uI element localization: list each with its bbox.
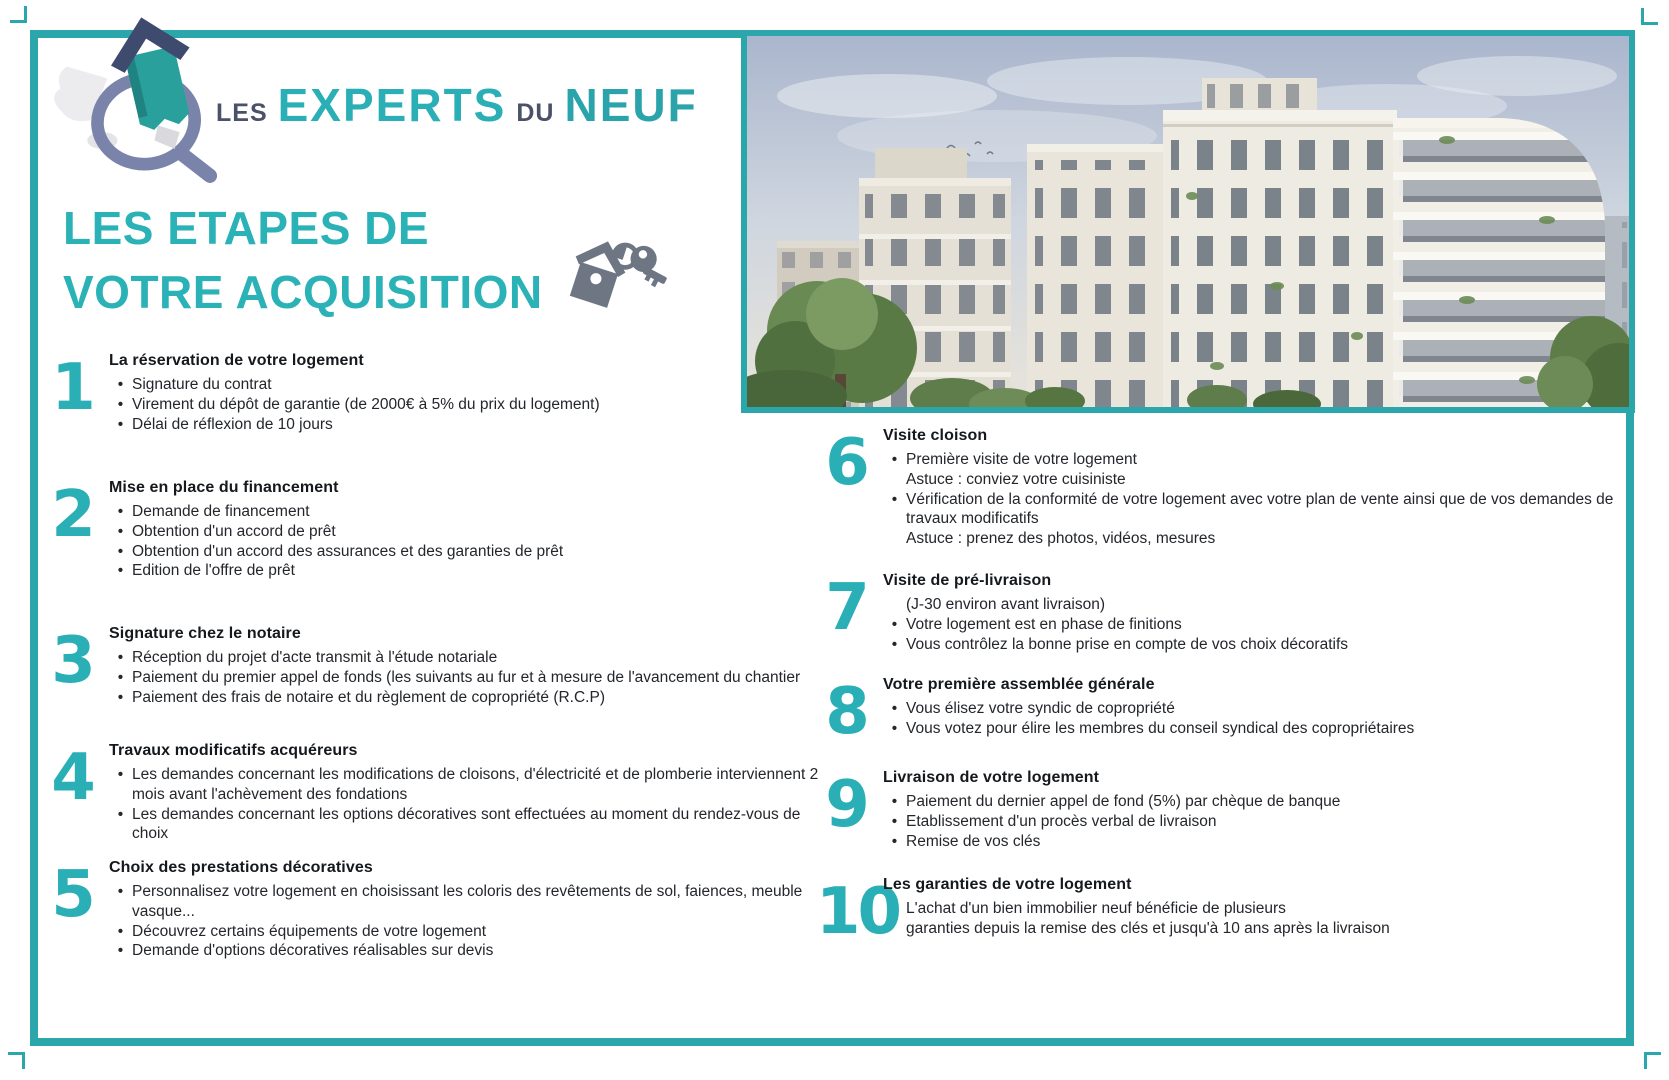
step-title: Votre première assemblée générale [883,676,1155,693]
step-4 [42,742,824,844]
step-title: Travaux modificatifs acquéreurs [109,742,358,759]
bullet-dot: • [891,700,898,717]
logo [52,0,698,192]
step-content [876,676,1624,743]
bullet-dot: • [117,805,124,823]
step-items [109,882,824,961]
bullet-dot: • [117,922,124,940]
step-bullet-item [883,812,1624,832]
item-text: Réception du projet d'acte transmit à l'étude notariale [132,649,498,666]
step-7 [816,572,1624,654]
step-5 [42,859,824,961]
step-title: Les garanties de votre logement [883,876,1132,893]
step-content [102,625,824,707]
item-text: Edition de l'offre de prêt [132,562,295,580]
step-note-item [883,919,1624,939]
bullet-dot: • [891,832,898,850]
step-number: 8 [825,675,867,749]
logo-word-neuf: NEUF [564,79,698,131]
step-content [876,427,1624,549]
step-bullet-item [109,882,824,922]
step-bullet-item [883,832,1624,852]
item-text: garanties depuis la remise des clés et jusqu'à 10 ans après la livraison [906,919,1390,937]
step-bullet-item [109,395,824,415]
step-content [876,876,1624,943]
bullet-dot: • [891,490,898,508]
bullet-dot [883,529,906,549]
step-bullet-item [109,415,824,435]
step-note-item [883,529,1624,549]
step-title: Signature chez le notaire [109,625,301,642]
step-items [883,595,1624,654]
step-number: 5 [51,858,93,932]
step-bullet-item [109,668,824,688]
corner-mark-bottom-left [8,1052,25,1069]
bullet-dot [883,470,906,490]
item-text: Première visite de votre logement [906,451,1137,468]
step-content [102,742,824,844]
step-bullet-item [109,941,824,961]
item-text: Paiement des frais de notaire et du règlement de copropriété (R.C.P) [132,688,605,706]
bullet-dot: • [117,562,124,580]
step-bullet-item [109,805,824,845]
logo-text [216,78,698,132]
corner-mark-top-right [1641,8,1658,25]
item-text: Remise de vos clés [906,832,1041,850]
logo-word-experts: EXPERTS [277,79,507,131]
step-number: 9 [825,768,867,842]
step-bullet-item [109,922,824,942]
bullet-dot: • [117,766,124,783]
bullet-dot: • [891,635,898,653]
corner-mark-bottom-right [1644,1052,1661,1069]
step-bullet-item [883,719,1624,739]
step-items [883,450,1624,549]
item-text: Astuce : conviez votre cuisiniste [906,470,1126,488]
step-number: 1 [51,351,93,425]
bullet-dot: • [117,942,124,960]
step-1 [42,352,824,434]
bullet-dot: • [117,542,124,560]
bullet-dot [883,919,906,939]
step-content [102,859,824,961]
step-number: 7 [825,571,867,645]
step-note-item [883,595,1624,615]
corner-mark-top-left [10,6,27,23]
item-text: Paiement du dernier appel de fond (5%) par chèque de banque [906,793,1341,810]
item-text: Les demandes concernant les options décoratives sont effectuées au moment du rendez-vous de choix [132,805,801,843]
item-text: Demande d'options décoratives réalisables sur devis [132,942,494,960]
bullet-dot: • [117,503,124,520]
bullet-dot: • [117,522,124,540]
step-items [883,899,1624,939]
bullet-dot: • [117,883,124,900]
bullet-dot: • [891,615,898,633]
step-bullet-item [883,490,1624,530]
step-content [102,479,824,581]
step-items [109,765,824,844]
item-text: Délai de réflexion de 10 jours [132,415,333,433]
step-title: La réservation de votre logement [109,352,364,369]
item-text: Obtention d'un accord de prêt [132,522,336,540]
house-keys-icon [558,222,670,324]
bullet-dot: • [117,415,124,433]
step-items [109,648,824,707]
item-text: Demande de financement [132,503,310,520]
step-bullet-item [109,502,824,522]
bullet-dot: • [117,688,124,706]
step-bullet-item [883,699,1624,719]
step-content [102,352,824,434]
bullet-dot: • [891,451,898,468]
step-items [883,699,1624,739]
step-title: Visite de pré-livraison [883,572,1052,589]
step-items [883,792,1624,851]
item-text: Les demandes concernant les modifications de cloisons, d'électricité et de plomberie interviennent 2 mois avant l'achèvement des fondations [132,766,819,803]
step-content [876,572,1624,654]
step-items [109,502,824,581]
bullet-dot: • [117,376,124,393]
item-text: Découvrez certains équipements de votre logement [132,922,487,940]
item-text: Vous élisez votre syndic de copropriété [906,700,1175,717]
item-text: L'achat d'un bien immobilier neuf bénéficie de plusieurs [906,900,1286,917]
step-bullet-item [109,765,824,805]
title-line-2: VOTRE ACQUISITION [63,266,543,318]
item-text: Vous votez pour élire les membres du conseil syndical des copropriétaires [906,719,1415,737]
step-number: 3 [51,624,93,698]
item-text: Vous contrôlez la bonne prise en compte de vos choix décoratifs [906,635,1349,653]
item-text: Vérification de la conformité de votre logement avec votre plan de vente ainsi que de vos demandes de travaux modificatifs [906,490,1614,528]
step-bullet-item [883,635,1624,655]
step-title: Visite cloison [883,427,988,444]
step-number: 10 [816,875,900,949]
item-text: Votre logement est en phase de finitions [906,615,1182,633]
step-9 [816,769,1624,851]
step-bullet-item [109,542,824,562]
step-bullet-item [883,450,1624,470]
item-text: Personnalisez votre logement en choisissant les coloris des revêtements de sol, faiences, meuble vasque... [132,883,803,920]
step-items [109,375,824,434]
step-bullet-item [883,615,1624,635]
step-6 [816,427,1624,549]
step-bullet-item [109,561,824,581]
item-text: Signature du contrat [132,376,272,393]
step-title: Mise en place du financement [109,479,339,496]
step-10 [816,875,1624,949]
step-2 [42,479,824,581]
bullet-dot: • [117,668,124,686]
step-note-item [883,899,1624,919]
bullet-dot [883,899,906,919]
step-number: 4 [51,741,93,815]
logo-word-du: DU [516,99,555,127]
item-text: Virement du dépôt de garantie (de 2000€ à 5% du prix du logement) [132,395,600,413]
item-text: Obtention d'un accord des assurances et des garanties de prêt [132,542,564,560]
item-text: (J-30 environ avant livraison) [906,596,1106,613]
step-title: Choix des prestations décoratives [109,859,373,876]
item-text: Etablissement d'un procès verbal de livraison [906,812,1217,830]
step-note-item [883,470,1624,490]
step-bullet-item [883,792,1624,812]
bullet-dot [883,595,906,615]
step-content [876,769,1624,851]
title-line-1: LES ETAPES DE [63,202,430,254]
item-text: Paiement du premier appel de fonds (les suivants au fur et à mesure de l'avancement du chantier [132,668,801,686]
step-number: 2 [51,478,93,552]
logo-house-magnifier-icon [52,0,220,192]
logo-word-les: LES [216,99,268,127]
step-bullet-item [109,375,824,395]
step-3 [42,625,824,707]
bullet-dot: • [891,793,898,810]
step-bullet-item [109,648,824,668]
step-8 [816,675,1624,749]
bullet-dot: • [891,719,898,737]
item-text: Astuce : prenez des photos, vidéos, mesures [906,530,1216,548]
building-photo-scene [747,36,1629,407]
step-bullet-item [109,688,824,708]
bullet-dot: • [117,649,124,666]
page-title [63,196,543,324]
building-photo [741,30,1635,413]
bullet-dot: • [117,395,124,413]
step-title: Livraison de votre logement [883,769,1100,786]
step-number: 6 [825,426,867,500]
bullet-dot: • [891,812,898,830]
step-bullet-item [109,522,824,542]
